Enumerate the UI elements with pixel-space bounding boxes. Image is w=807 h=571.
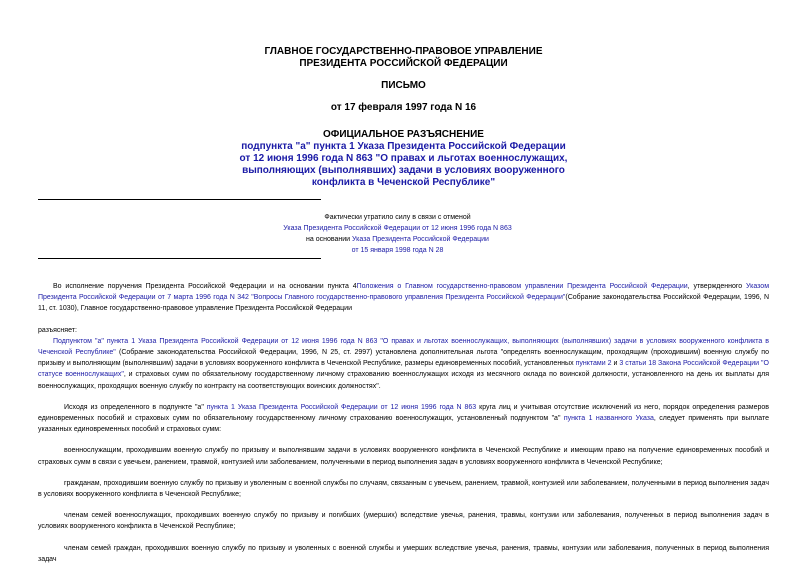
validity-note-link-decree-28[interactable]: Указа Президента Российской Федерации xyxy=(352,236,489,243)
validity-note-link-date[interactable]: от 15 января 1998 года N 28 xyxy=(351,247,444,254)
paragraph-explains: разъясняет: xyxy=(38,326,77,334)
divider-top xyxy=(38,199,321,200)
list-item-citizens: гражданам, проходившим военную службу по призыву и уволенным с военной службы по случаям, связанным с увечьем, ранением, травмой, контузией или заболеванием, полученными в период выполнения задач в условиях вооруженного конфликта в Чеченской Республике; xyxy=(38,479,769,499)
paragraph-text: (Собрание законодательства Российской Федерации, 1996, N 11, ст. 1030), Главное государственно-правовое управление Президента Российской Федерации xyxy=(38,294,770,313)
paragraph-text: Во исполнение поручения Президента Российской Федерации и на основании пункта 4 xyxy=(53,283,357,290)
document-type: ПИСЬМО xyxy=(381,80,426,91)
paragraph-text: круга лиц и учитывая отсутствие исключений из него, порядок определения размеров единовременных пособий и страховых сумм по обязательному государственному личному страхованию военнослужащих, установленный подпунктом "а" xyxy=(38,403,770,423)
link-law-article-18[interactable]: 3 статьи 18 Закона Российской Федерации "О статусе военнослужащих" xyxy=(38,360,769,379)
paragraph-text: , следует применять при выплате указанных единовременных пособий и страховых сумм: xyxy=(38,415,770,434)
paragraph-text: , и страховых сумм по обязательному государственному личному страхованию военнослужащих исходя из месячного оклада по воинской должности, установленного на день их выплаты для военнослужащих, проходящих военную службу по контракту на соответствующих воинских должностях". xyxy=(38,371,770,390)
link-decree-342[interactable]: Указом Президента Российской Федерации от 7 марта 1996 года N 342 "Вопросы Главного государственно-правового управления Президента Российской Федерации" xyxy=(38,283,770,302)
letter-body xyxy=(38,281,769,565)
link-decree-863-point-1[interactable]: пункта 1 Указа Президента Российской Федерации от 12 июня 1996 года N 863 xyxy=(206,403,477,411)
link-points-2[interactable]: пунктами 2 xyxy=(575,360,612,368)
list-item-family-servicemen: членам семей военнослужащих, проходивших военную службу по призыву и погибших (умерших) вследствие увечья, ранения, травмы, контузии или заболевания, полученных в период выполнения задач в условиях вооруженного конфликта в Чеченской Республике; xyxy=(38,512,769,531)
list-item-servicemen: военнослужащим, проходившим военную службу по призыву и выполнявшим задачи в условиях вооруженного конфликта в Чеченской Республике и имеющим право на получение единовременных пособий и страховых сумм в связи с увечьем, ранением, травмой, контузией или заболеванием, полученными в период выполнения задач в условиях вооруженного конфликта в Чеченской Республике; xyxy=(38,447,769,466)
paragraph-text: Исходя из определенного в подпункте "а" xyxy=(64,403,207,411)
list-item-family-citizens: членам семей граждан, проходивших военную службу по призыву и уволенных с военной службы и умерших вследствие увечья, ранения, травмы, контузии или заболевания, полученных в период выполнения задач xyxy=(38,544,769,563)
paragraph-text: и xyxy=(611,360,620,368)
document-date-number: от 17 февраля 1997 года N 16 xyxy=(330,102,477,113)
subject-link-line-3[interactable]: выполняющих (выполнявших) задачи в условиях вооруженного xyxy=(242,165,565,176)
subject-link-line-1[interactable]: подпункта "а" пункта 1 Указа Президента Российской Федерации xyxy=(241,141,566,152)
paragraph-text: , утвержденного xyxy=(687,283,747,290)
subject-title: ОФИЦИАЛЬНОЕ РАЗЪЯСНЕНИЕ xyxy=(323,129,484,140)
paragraph-application xyxy=(38,402,769,436)
issuer-line-2: ПРЕЗИДЕНТА РОССИЙСКОЙ ФЕДЕРАЦИИ xyxy=(299,58,508,69)
link-point-1-named-decree[interactable]: пункта 1 названного Указа xyxy=(563,415,654,423)
paragraph-text: (Собрание законодательства Российской Федерации, 1996, N 25, ст. 2997) установлена дополнительная льгота "определять военнослужащим, проходящим (проходившим) военную службу по призыву и выполняющим (выполнявшим) задачи в условиях вооруженного конфликта в Чеченской Республике, размеры единовременных пособий, установленных xyxy=(38,349,769,368)
validity-note xyxy=(245,212,550,256)
divider-bottom xyxy=(38,258,321,259)
link-decree-863-subpoint[interactable]: Подпунктом "а" пункта 1 Указа Президента Российской Федерации от 12 июня 1996 года N 863 "О правах и льготах военнослужащих, выполняющих (выполнявших) задачи в условиях вооруженного конфликта в Чеченской Республике" xyxy=(38,337,769,357)
paragraph-preamble xyxy=(38,281,769,315)
subject-link-line-2[interactable]: от 12 июня 1996 года N 863 "О правах и льготах военнослужащих, xyxy=(239,153,568,164)
validity-note-link-decree-863[interactable]: Указа Президента Российской Федерации от 12 июня 1996 года N 863 xyxy=(283,225,512,232)
link-regulation[interactable]: Положения о Главном государственно-правовом управлении Президента Российской Федерации xyxy=(356,283,688,290)
validity-note-line-1: Фактически утратило силу в связи с отменой xyxy=(324,214,471,221)
subject-link-line-4[interactable]: конфликта в Чеченской Республике" xyxy=(311,177,496,188)
issuer-line-1: ГЛАВНОЕ ГОСУДАРСТВЕННО-ПРАВОВОЕ УПРАВЛЕНИЕ xyxy=(264,46,543,57)
paragraph-subpoint-a xyxy=(38,336,769,392)
validity-note-prefix: на основании xyxy=(306,236,353,243)
